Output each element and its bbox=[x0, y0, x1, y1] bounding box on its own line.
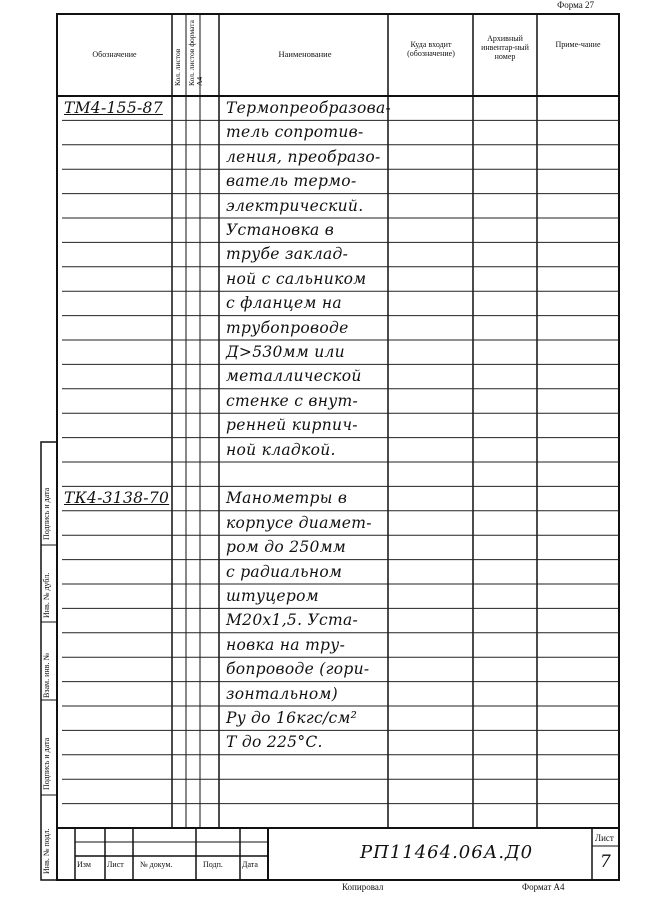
side-label-inv-dup: Инв. № дубл. bbox=[42, 572, 51, 618]
row-name: ватель термо- bbox=[226, 172, 357, 191]
row-name: электрический. bbox=[226, 196, 364, 215]
row-name: ления, преобразо- bbox=[226, 147, 381, 166]
tb-sign: Подп. bbox=[203, 860, 223, 869]
row-name: Д>530мм или bbox=[226, 343, 345, 361]
row-name: Рy до 16кгс/см² bbox=[226, 709, 358, 727]
row-name: трубе заклад- bbox=[226, 245, 349, 264]
row-designation: ТМ4-155-87 bbox=[64, 99, 163, 117]
side-label-sign-date-1: Подпись и дата bbox=[42, 487, 51, 540]
row-name: Установка в bbox=[226, 221, 335, 239]
header-designation: Обозначение bbox=[92, 50, 137, 59]
row-name: Манометры в bbox=[226, 489, 348, 508]
header-sheets-format: Кол. листов формата А4 bbox=[187, 20, 204, 86]
tb-list: Лист bbox=[107, 860, 124, 869]
row-designation: ТК4-3138-70 bbox=[64, 489, 170, 508]
side-label-sign-date-2: Подпись и дата bbox=[42, 737, 51, 790]
row-name: с фланцем на bbox=[226, 294, 342, 313]
tb-date: Дата bbox=[242, 860, 258, 869]
header-note: Приме-чание bbox=[555, 40, 601, 49]
header-archive: Архивный инвентар-ный номер bbox=[481, 34, 529, 62]
row-name: с радиальном bbox=[226, 562, 343, 581]
row-name: ной кладкой. bbox=[226, 440, 336, 459]
row-name: стенке с внут- bbox=[226, 391, 359, 410]
row-name: трубопроводе bbox=[226, 318, 349, 337]
tb-doc-no: № докум. bbox=[140, 860, 173, 869]
document-code: РП11464.06А.Д0 bbox=[360, 842, 534, 863]
row-name: ренней кирпич- bbox=[226, 416, 358, 435]
row-name: новка на тру- bbox=[226, 635, 346, 654]
side-label-inv-orig: Инв. № подл. bbox=[42, 828, 51, 874]
row-name: М20х1,5. Уста- bbox=[226, 611, 359, 630]
sheet-number: 7 bbox=[600, 852, 612, 872]
row-name: ром до 250мм bbox=[226, 538, 347, 557]
header-name: Наименование bbox=[278, 49, 332, 59]
footer-copied: Копировал bbox=[342, 882, 384, 892]
row-name: тель сопротив- bbox=[226, 123, 364, 142]
row-name: корпусе диамет- bbox=[226, 513, 372, 532]
row-name: Термопреобразова- bbox=[226, 99, 392, 117]
row-name: штуцером bbox=[226, 587, 319, 605]
row-name: бопроводе (гори- bbox=[226, 660, 370, 679]
tb-sheet-label: Лист bbox=[595, 833, 614, 843]
form-label: Форма 27 bbox=[557, 0, 594, 10]
row-name: металлической bbox=[226, 367, 362, 386]
header-where-used: Куда входит (обозначение) bbox=[407, 40, 455, 59]
row-name: ной с сальником bbox=[226, 269, 367, 288]
header-sheets-count: Кол. листов bbox=[173, 48, 182, 86]
row-name: Т до 225°С. bbox=[226, 733, 323, 752]
side-label-replaces-inv: Взам. инв. № bbox=[42, 652, 51, 698]
footer-format: Формат А4 bbox=[522, 882, 565, 892]
tb-izm: Изм bbox=[77, 860, 91, 869]
row-name: зонтальном) bbox=[226, 684, 338, 703]
